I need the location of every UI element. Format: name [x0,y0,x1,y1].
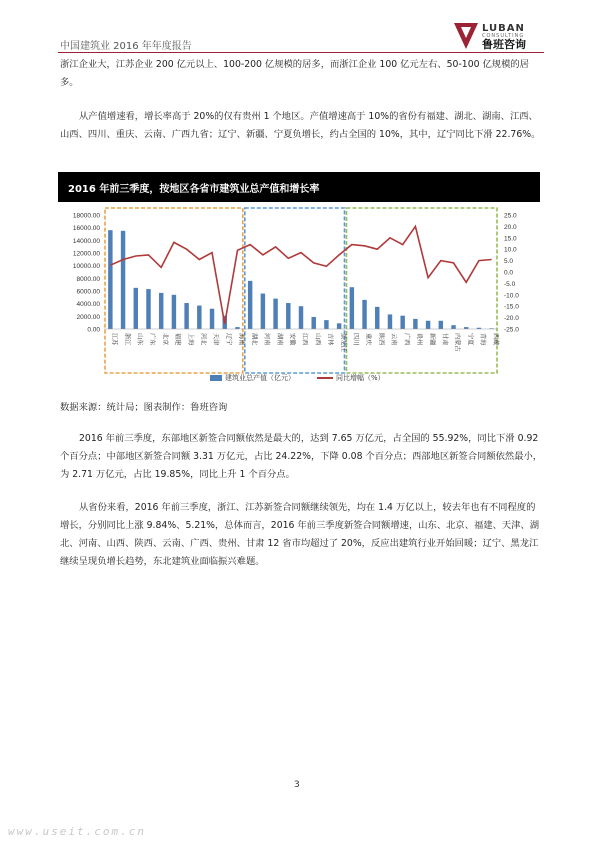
legend-line-swatch [317,377,333,379]
category-label: 西藏 [491,333,499,346]
bar [451,325,455,329]
category-label: 山西 [313,333,321,346]
y-left-tick-label: 2000.00 [76,313,100,321]
paragraph-4: 从省份来看，2016 年前三季度，浙江、江苏新签合同额继续领先，均在 1.4 万亿以上，较去年也有不同程度的增长，分别同比上涨 9.84%、5.21%，总体而言，2016 年前三季度新签合同额增速，山东、北京、福建、天津、湖北、河南、山西、陕西、云南、广西、贵州、甘肃 12 省市均超过了 20%，反应出建筑行业开始回暖；辽宁、黑龙江继续呈现负增长趋势，东北建筑业面临振兴难题。 [60,502,540,567]
category-label: 新疆 [428,333,436,346]
y-right-tick-label: -20.0 [504,315,519,323]
category-label: 吉林 [326,333,334,346]
category-label: 湖北 [250,333,258,346]
y-right-tick-label: -15.0 [504,303,519,311]
bar [299,306,303,329]
category-label: 江苏 [110,333,118,346]
bar [134,288,138,329]
category-label: 贵州 [415,333,423,346]
category-label: 青海 [479,333,487,346]
page-number: 3 [294,780,300,790]
legend-bar-swatch [210,375,222,381]
category-label: 内蒙古 [453,333,461,352]
category-label: 上海 [186,333,194,346]
category-label: 陕西 [377,333,385,346]
category-label: 四川 [352,333,360,346]
legend-bar-label: 建筑业总产值（亿元） [225,374,295,382]
header-divider [58,52,544,53]
y-right-tick-label: 20.0 [504,223,517,231]
category-label: 重庆 [364,333,372,346]
watermark: www.useit.com.cn [8,825,146,838]
chart-legend [210,373,385,383]
data-source: 数据来源：统计局；图表制作：鲁班咨询 [60,402,228,413]
y-left-tick-label: 4000.00 [76,301,100,309]
bar [248,281,252,329]
chart-title-bar [58,172,540,202]
bar [350,287,354,329]
y-left-tick-label: 0.00 [87,326,100,334]
bar [261,294,265,329]
bar [184,303,188,329]
bar [210,309,214,329]
category-label: 河北 [199,333,207,346]
bar [413,319,417,329]
category-label: 海南 [237,333,245,346]
region-box-west [346,208,497,373]
category-label: 安徽 [288,333,296,346]
paragraph-3: 2016 年前三季度，东部地区新签合同额依然是最大的，达到 7.65 万亿元，占全国的 55.92%，同比下滑 0.92 个百分点；中部地区新签合同额 3.31 万亿元，占比 24.22%，下降 0.08 个百分点；西部地区新签合同额依然最小，为 2.71 万亿元，占比 19.85%，同比上升 1 个百分点。 [60,433,543,480]
category-label: 广东 [148,333,156,346]
category-label: 甘肃 [441,333,449,346]
logo-sub-text: CONSULTING [482,33,525,39]
bar [426,321,430,329]
y-right-tick-label: 0.0 [504,269,514,277]
region-box-east [105,208,243,373]
category-label: 云南 [390,333,398,346]
y-left-tick-label: 10000.00 [72,263,100,271]
y-right-tick-label: 5.0 [504,258,514,266]
category-label: 黑龙江 [339,333,347,352]
y-right-tick-label: -10.0 [504,292,519,300]
y-left-tick-label: 14000.00 [72,237,100,245]
category-label: 浙江 [123,333,131,346]
bar [197,306,201,329]
bar [337,323,341,329]
y-right-tick-label: -25.0 [504,326,519,334]
bar [159,293,163,329]
paragraph-2: 从产值增速看，增长率高于 20%的仅有贵州 1 个地区。产值增速高于 10%的省份有福建、湖北、湖南、江西、山西、四川、重庆、云南、广西九省；辽宁、新疆、宁夏负增长，约占全国的 10%，其中，辽宁同比下滑 22.76%。 [60,111,541,140]
bar [273,299,277,329]
chart-title: 2016 年前三季度，按地区各省市建筑业总产值和增长率 [68,184,320,195]
category-label: 北京 [161,333,169,346]
category-label: 天津 [212,333,220,346]
luban-logo-icon [454,23,478,49]
logo-cn-text: 鲁班咨询 [482,38,526,51]
category-label: 江西 [301,333,309,346]
y-right-tick-label: 10.0 [504,246,517,254]
category-label: 河南 [263,333,271,346]
bar [172,295,176,329]
logo-en-text: LUBAN [482,23,525,34]
category-label: 广西 [402,333,410,346]
bar [311,317,315,329]
legend-line-label: 同比增幅（%） [336,374,385,382]
logo [454,23,546,51]
bar [362,300,366,329]
region-box-central [245,208,345,373]
paragraph-1: 浙江企业大，江苏企业 200 亿元以上、100-200 亿规模的居多，而浙江企业 100 亿元左右、50-100 亿规模的居多。 [60,59,529,88]
category-label: 福建 [174,333,182,346]
bar [388,314,392,329]
y-left-tick-label: 18000.00 [72,212,100,220]
bar [375,307,379,329]
category-label: 宁夏 [466,333,474,346]
y-left-tick-label: 8000.00 [76,275,100,283]
y-left-tick-label: 16000.00 [72,225,100,233]
bar [121,231,125,329]
category-label: 辽宁 [224,333,232,346]
category-label: 湖南 [275,333,283,346]
category-label: 山东 [135,333,143,346]
bar [286,303,290,329]
y-right-tick-label: 25.0 [504,212,517,220]
y-left-tick-label: 6000.00 [76,288,100,296]
y-right-tick-label: -5.0 [504,280,516,288]
bar [108,230,112,329]
chart [58,205,540,385]
bar [146,289,150,329]
report-title: 中国建筑业 2016 年年度报告 [60,41,192,52]
bar [400,316,404,329]
bar [324,320,328,329]
y-left-tick-label: 12000.00 [72,250,100,258]
y-right-tick-label: 15.0 [504,235,517,243]
bar [439,321,443,329]
